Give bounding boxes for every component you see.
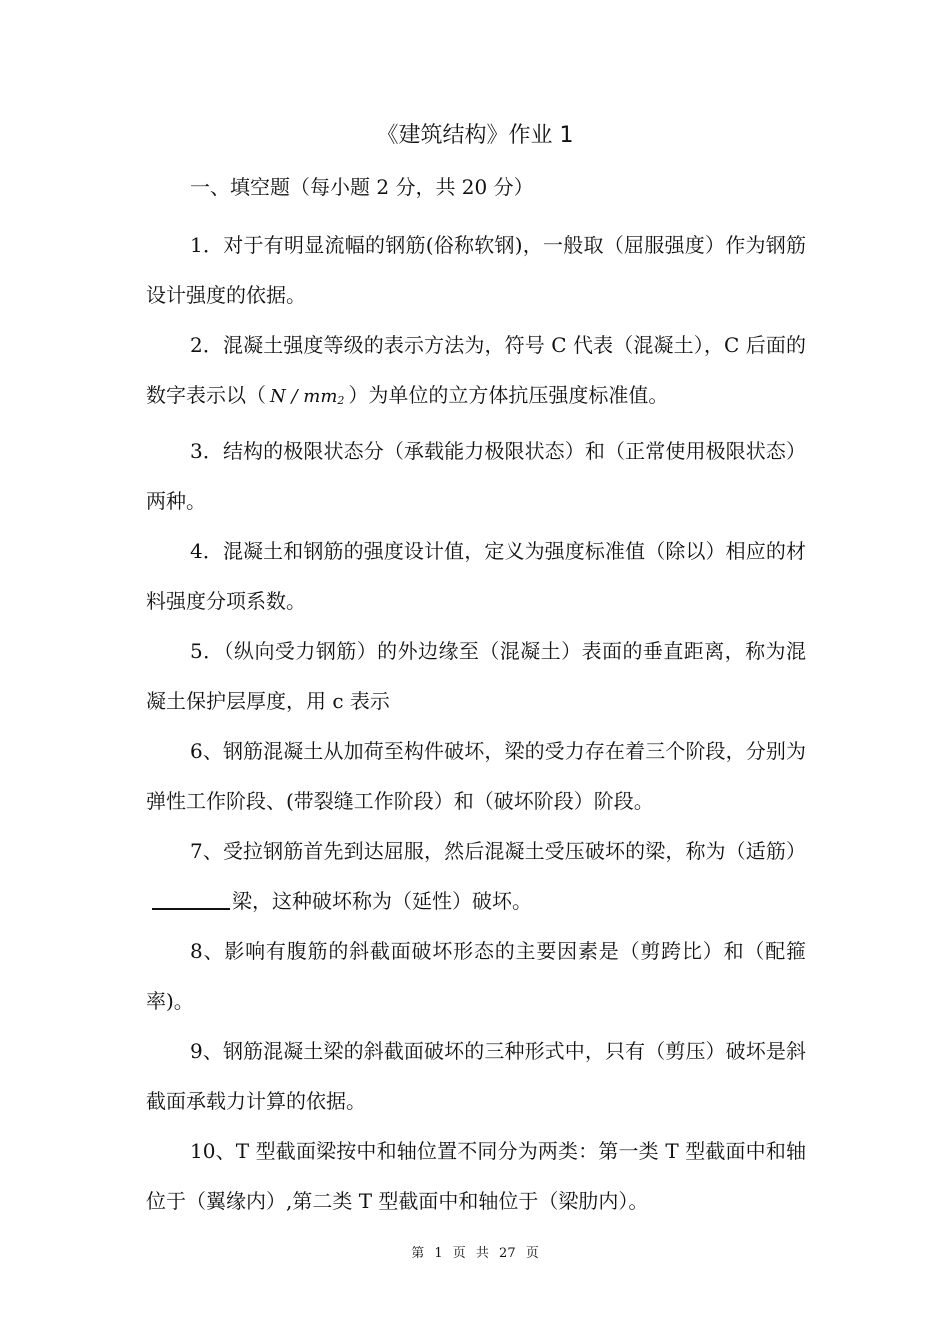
question-7-text-before: 7、受拉钢筋首先到达屈服，然后混凝土受压破坏的梁，称为（适筋）	[190, 839, 806, 863]
question-5: 5．（纵向受力钢筋）的外边缘至（混凝土）表面的垂直距离，称为混凝土保护层厚度，用 c 表示	[146, 639, 806, 713]
question-7	[146, 826, 806, 926]
question-list	[146, 220, 806, 1226]
question-8: 8、影响有腹筋的斜截面破坏形态的主要因素是（剪跨比）和（配箍率)。	[146, 939, 806, 1013]
unit-superscript: 2	[337, 394, 345, 407]
question-6: 6、钢筋混凝土从加荷至构件破坏，梁的受力存在着三个阶段，分别为弹性工作阶段、(带裂缝工作阶段）和（破坏阶段）阶段。	[146, 739, 806, 813]
fill-in-blank	[152, 886, 230, 910]
question-7-text-after: 梁，这种破坏称为（延性）破坏。	[232, 889, 532, 913]
unit-text: N / mm	[270, 386, 338, 407]
question-2-text-after: ）为单位的立方体抗压强度标准值。	[348, 383, 669, 407]
page-title: 《建筑结构》作业 1	[376, 123, 574, 148]
question-2-text-before: 2．混凝土强度等级的表示方法为，符号 C 代表（混凝土），C 后面的数字表示以（	[146, 333, 806, 407]
question-1: 1．对于有明显流幅的钢筋(俗称软钢)，一般取（屈服强度）作为钢筋设计强度的依据。	[146, 233, 806, 307]
section-heading: 一、填空题（每小题 2 分，共 20 分）	[190, 175, 534, 199]
question-9: 9、钢筋混凝土梁的斜截面破坏的三种形式中，只有（剪压）破坏是斜截面承载力计算的依据。	[146, 1039, 806, 1113]
unit-formula	[270, 386, 344, 407]
page-footer: 第 1 页 共 27 页	[411, 1246, 539, 1261]
question-2	[146, 320, 806, 426]
question-4: 4．混凝土和钢筋的强度设计值，定义为强度标准值（除以）相应的材料强度分项系数。	[146, 539, 806, 613]
question-10: 10、T 型截面梁按中和轴位置不同分为两类：第一类 T 型截面中和轴位于（翼缘内）,第二类 T 型截面中和轴位于（梁肋内）。	[146, 1139, 806, 1213]
question-3: 3．结构的极限状态分（承载能力极限状态）和（正常使用极限状态）两种。	[146, 439, 806, 513]
